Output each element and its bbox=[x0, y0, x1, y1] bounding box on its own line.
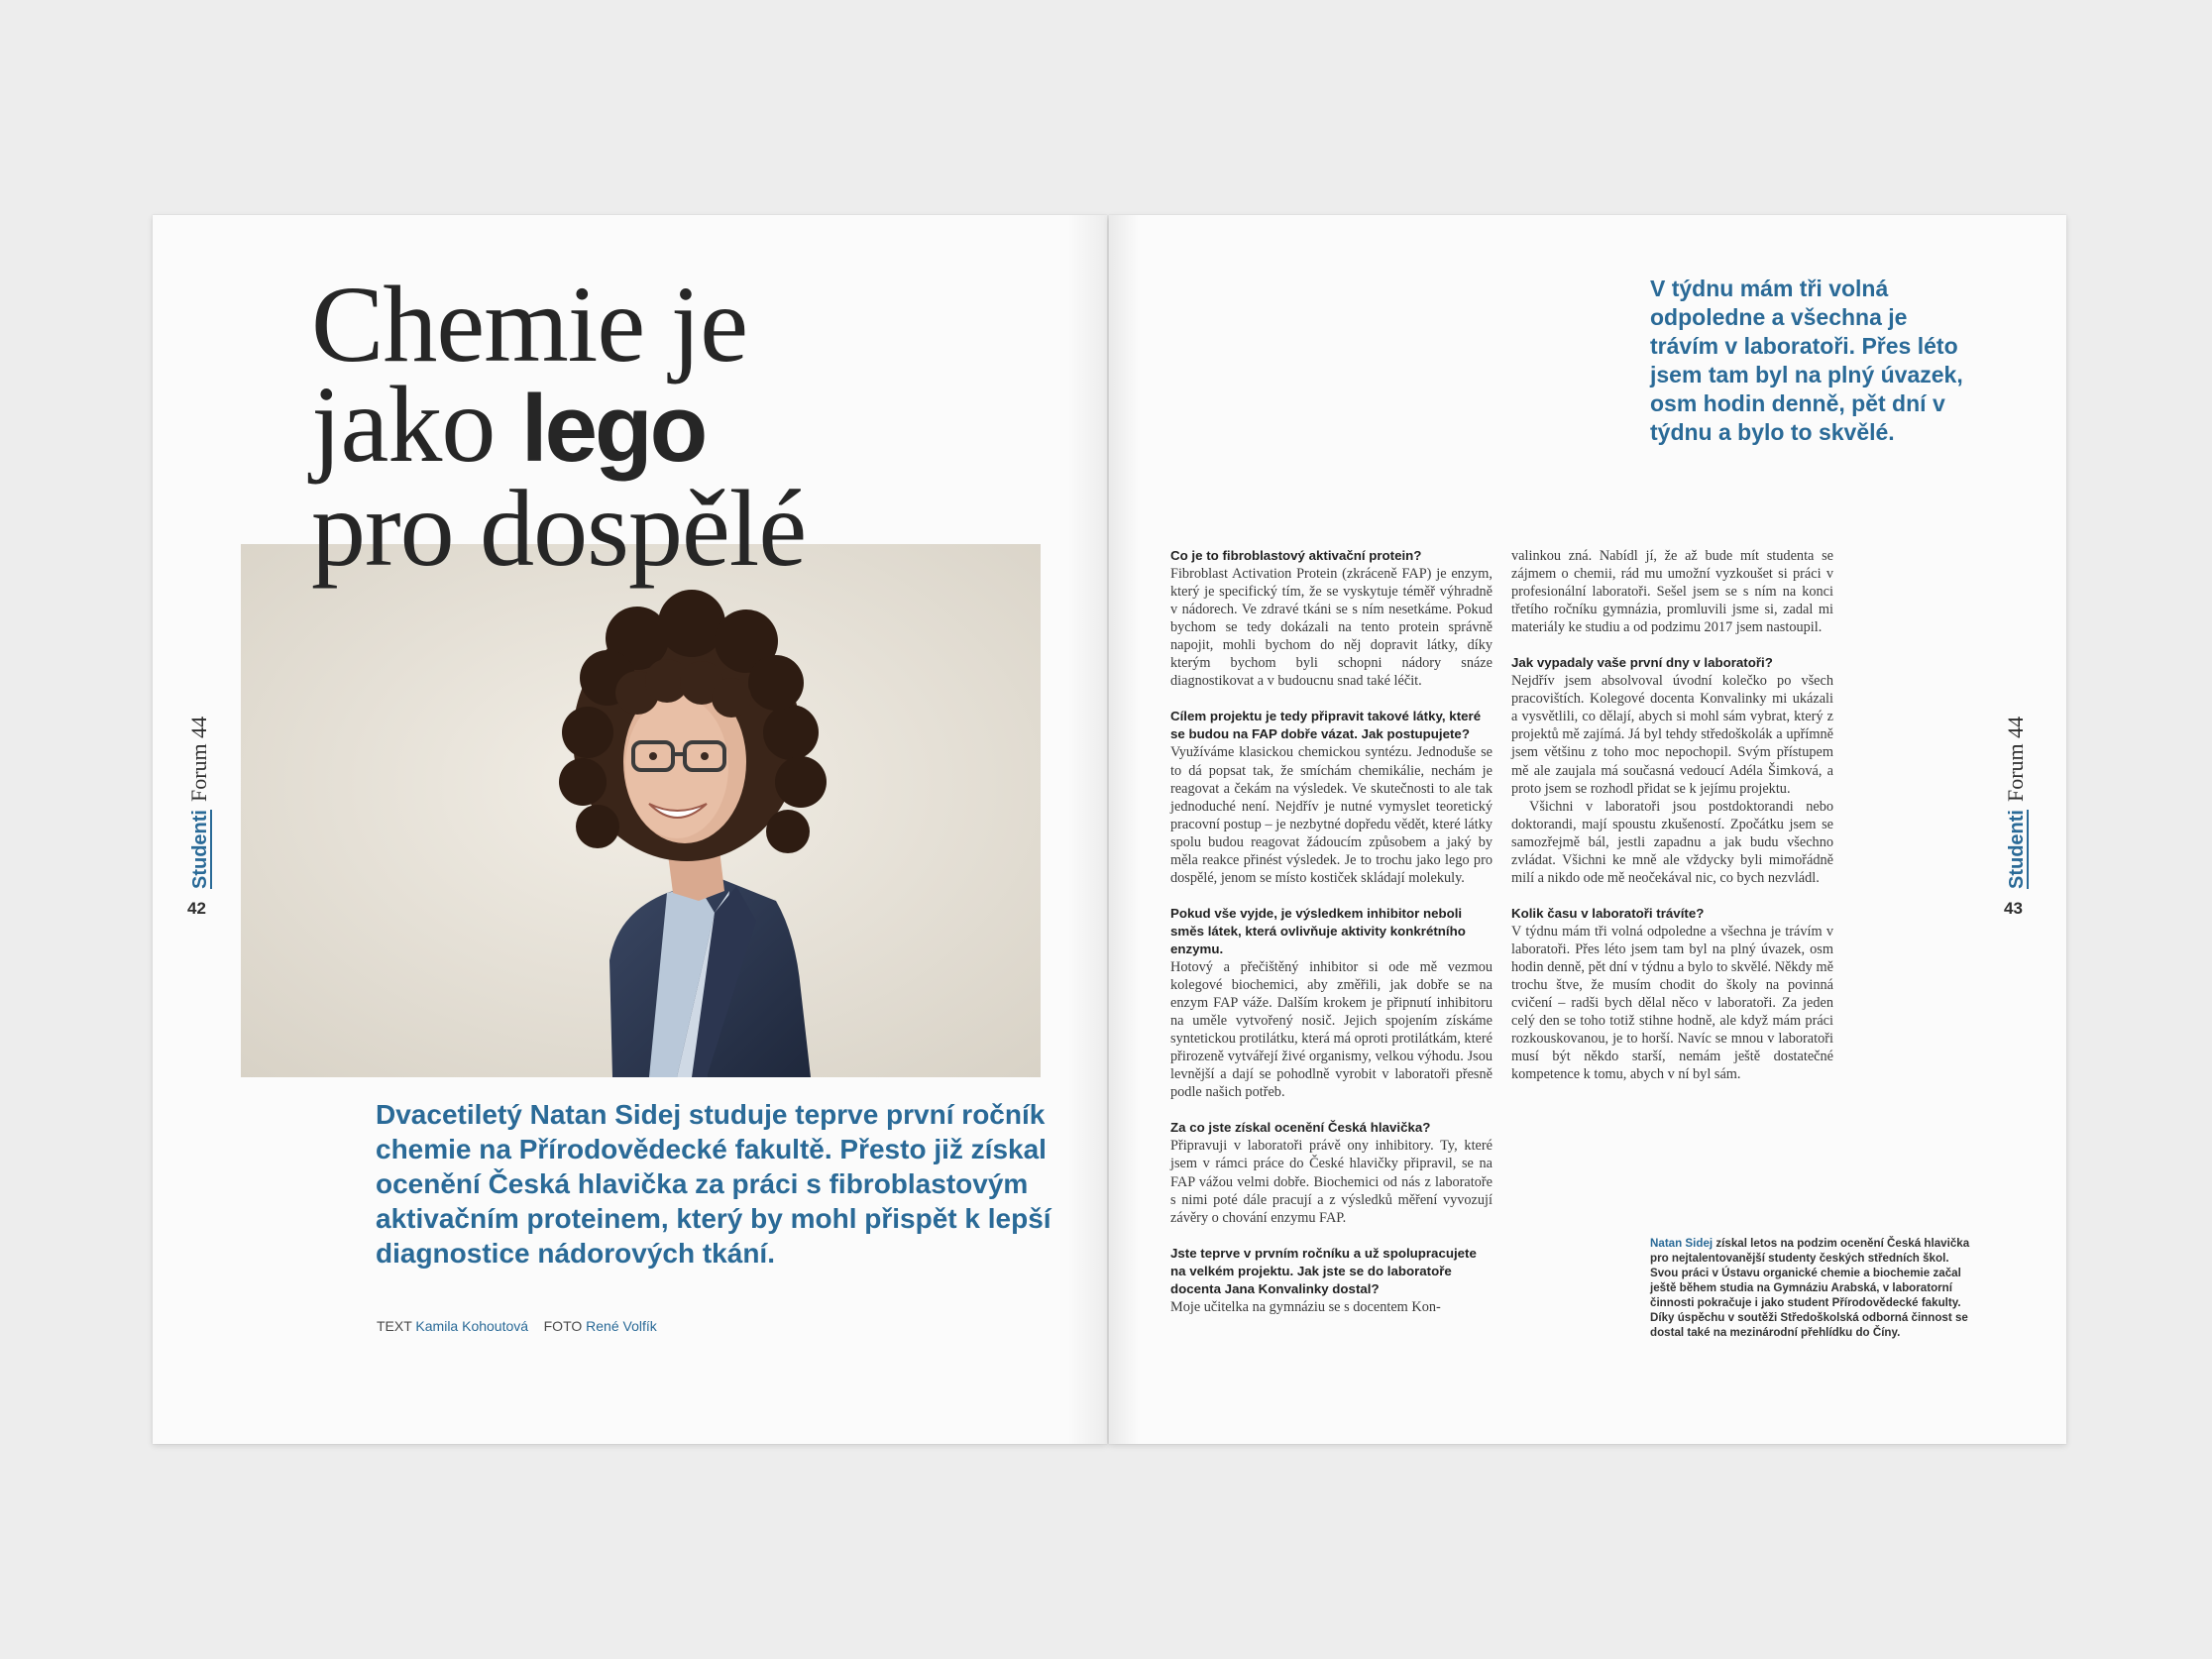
side-section-label bbox=[186, 717, 212, 889]
caption-text: získal letos na podzim ocenění Česká hlavička pro nejtalentovanější studenty českých středních škol. Svou práci v Ústavu organické chemie a biochemie začal ještě během studia na Gymnáziu Arabská, v laboratorní činnosti pokračuje i jako student Přírodovědecké fakulty. Díky úspěchu v soutěži Středoškolská odborná činnost se dostal také na mezinárodní přehlídku do Číny. bbox=[1650, 1237, 1970, 1339]
magazine-name: Forum 44 bbox=[186, 716, 211, 802]
gutter-shadow bbox=[1109, 215, 1139, 1444]
side-section-label bbox=[2003, 717, 2029, 889]
left-page bbox=[153, 215, 1107, 1444]
interview-answer: Využíváme klasickou chemickou syntézu. Jednoduše se to dá popsat tak, že smíchám chemikálie, nechám je reagovat a čekám na výsledek. Ve skutečnosti to ale tak jednoduché není. Nejdřív je nutné vymyslet teoretický pracovní postup – je nezbytné dopředu vědět, které látky spolu budou reagovat žádoucím způsobem a jaký by měla reakce přinést výsledek. Je to trochu jako lego pro dospělé, jenom se místo kostiček skládají molekuly. bbox=[1170, 744, 1493, 886]
foto-credit-author: René Volfík bbox=[586, 1318, 657, 1334]
interview-answer: Připravuji v laboratoři právě ony inhibitory. Ty, které jsem v rámci práce do České hlavičky připravil, se na FAP vážou velmi dobře. Biochemici od nás z laboratoře s nimi poté dále pracují a z výsledků měření vyvozují závěry o chování enzymu FAP. bbox=[1170, 1138, 1493, 1226]
text-credit-author: Kamila Kohoutová bbox=[415, 1318, 529, 1334]
interview-question: Za co jste získal ocenění Česká hlavička? bbox=[1170, 1120, 1431, 1136]
photo-caption bbox=[1650, 1236, 1977, 1340]
interview-answer: V týdnu mám tři volná odpoledne a všechna je trávím v laboratoři. Přes léto jsem tam byl na plný úvazek, osm hodin denně, pět dní v týdnu a bylo to skvělé. Někdy mě trochu štve, že musím chodit do školy na povinná cvičení – radši bych dělal něco v laboratoři. Za jeden celý den se toho totiž stihne hodně, ale když mám práci rozkouskovanou, je to horší. Navíc se mnou v laboratoři musí být někdo starší, nemám ještě dostatečné kompetence k tomu, abych v ní byl sám. bbox=[1511, 923, 1833, 1083]
interview-answer: Hotový a přečištěný inhibitor si ode mě vezmou kolegové biochemici, aby změřili, jak dobře se na enzym FAP váže. Dalším krokem je připnutí inhibitoru na uměle vytvořený nosič. Jejich spojením získáme syntetickou protilátku, která má oproti protilátkám, které přirozeně vytvářejí živé organismy, velkou výhodu. Jsou levnější a dají se pohodlně vyrobit v laboratoři přesně podle našich potřeb. bbox=[1170, 958, 1493, 1101]
title-line-2 bbox=[311, 364, 945, 485]
foto-credit-label: FOTO bbox=[543, 1318, 583, 1334]
interview-question: Cílem projektu je tedy připravit takové látky, které se budou na FAP dobře vázat. Jak postupujete? bbox=[1170, 709, 1482, 742]
title-bold-word: lego bbox=[520, 376, 706, 482]
section-name: Studenti bbox=[189, 810, 211, 889]
portrait-illustration bbox=[241, 544, 1041, 1077]
interview-answer: Moje učitelka na gymnáziu se s docentem Kon- bbox=[1170, 1298, 1441, 1315]
page-number: 43 bbox=[2004, 899, 2023, 918]
title-line-3: pro dospělé bbox=[311, 468, 807, 589]
interview-answer: Všichni v laboratoři jsou postdoktorandi nebo doktorandi, mají spoustu zkušeností. Zpočátku jsem se samozřejmě bál, jestli zapadnu a jak budu všechno zvládat. Všichni ke mně ale vždycky byli mimořádně milí a nikdo ode mě neočekával nic, co bych nezvládl. bbox=[1511, 798, 1833, 886]
interview-answer: Fibroblast Activation Protein (zkráceně FAP) je enzym, který je specifický tím, že se vyskytuje téměř výhradně v nádorech. Ve zdravé tkáni se s ním nesetkáme. Pokud bychom se tedy dokázali na tento protein správně napojit, mohli bychom do něj dopravit látky, díky kterým bychom byli schopni nádory snáze diagnostikovat a v budoucnu snad také léčit. bbox=[1170, 566, 1493, 690]
title-line-1: Chemie je bbox=[311, 264, 748, 385]
page-number: 42 bbox=[187, 899, 206, 918]
text-column-2 bbox=[1511, 547, 1833, 1083]
portrait-photo bbox=[241, 544, 1041, 1077]
interview-answer: valinkou zná. Nabídl jí, že až bude mít studenta se zájmem o chemii, rád mu umožní vyzkoušet si práci v profesionální laboratoři. Sešel jsem se s ním na konci třetího ročníku gymnázia, promluvili jsme si, zadal mi materiály ke studiu a od podzimu 2017 jsem nastoupil. bbox=[1511, 548, 1833, 636]
right-page bbox=[1109, 215, 2066, 1444]
text-credit-label: TEXT bbox=[377, 1318, 412, 1334]
interview-question: Kolik času v laboratoři trávíte? bbox=[1511, 905, 1705, 921]
pull-quote: V týdnu mám tři volná odpoledne a všechna je trávím v laboratoři. Přes léto jsem tam byl na plný úvazek, osm hodin denně, pět dní v týdnu a bylo to skvělé. bbox=[1650, 276, 1963, 445]
title-line-2-prefix: jako bbox=[311, 364, 521, 485]
caption-name: Natan Sidej bbox=[1650, 1237, 1714, 1250]
lead-paragraph: Dvacetiletý Natan Sidej studuje teprve první ročník chemie na Přírodovědecké fakultě. Přesto již získal ocenění Česká hlavička za práci s fibroblastovým aktivačním proteinem, který by mohl přispět k lepší diagnostice nádorových tkání. bbox=[376, 1099, 1051, 1269]
text-column-1 bbox=[1170, 547, 1493, 1316]
article-title bbox=[311, 264, 945, 589]
credits bbox=[377, 1318, 872, 1334]
interview-question: Co je to fibroblastový aktivační protein? bbox=[1170, 548, 1422, 563]
gutter-shadow bbox=[1067, 215, 1107, 1444]
magazine-name: Forum 44 bbox=[2003, 716, 2028, 802]
interview-question: Jak vypadaly vaše první dny v laboratoři? bbox=[1511, 655, 1773, 671]
interview-question: Pokud vše vyjde, je výsledkem inhibitor neboli směs látek, která ovlivňuje aktivity konkrétního enzymu. bbox=[1170, 905, 1466, 956]
interview-question: Jste teprve v prvním ročníku a už spolupracujete na velkém projektu. Jak jste se do laboratoře docenta Jana Konvalinky dostal? bbox=[1170, 1245, 1477, 1296]
section-name: Studenti bbox=[2006, 810, 2028, 889]
interview-answer: Nejdřív jsem absolvoval úvodní kolečko po všech pracovištích. Kolegové docenta Konvalinky mi ukázali a vysvětlili, co dělají, abych si mohl sám vybrat, který z projektů mě zajímá. Já byl tehdy středoškolák a upřímně jsem většinu z toho moc nepochopil. Svým přístupem mě ale zaujala má současná vedoucí Adéla Šimková, a proto jsem se rozhodl přidat se k jejímu projektu. bbox=[1511, 673, 1833, 797]
